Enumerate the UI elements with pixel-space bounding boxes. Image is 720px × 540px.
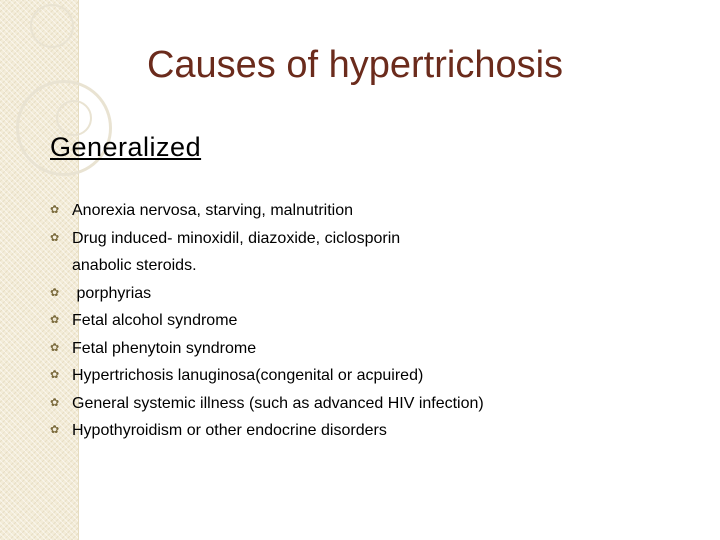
list-item [50,280,690,308]
list-item-text: General systemic illness (such as advanced HIV infection) [72,394,484,412]
flower-bullet-icon: ✿ [50,369,60,381]
bullet-list [50,197,690,445]
decorative-ring [30,4,74,48]
section-heading: Generalized [50,132,202,162]
list-item [50,335,690,363]
list-item-text: Anorexia nervosa, starving, malnutrition [72,202,354,219]
flower-bullet-icon: ✿ [50,231,60,244]
list-item [50,307,690,335]
flower-bullet-icon: ✿ [50,204,60,216]
list-item [50,197,690,225]
slide-title: Causes of hypertrichosis [146,44,564,86]
list-item-text: Fetal phenytoin syndrome [72,339,257,357]
list-item [50,417,690,445]
list-item [50,225,690,253]
flower-bullet-icon: ✿ [50,314,60,326]
flower-bullet-icon: ✿ [50,341,60,354]
decorative-ring [56,100,92,136]
flower-bullet-icon: ✿ [50,286,60,299]
list-item [50,362,690,390]
flower-bullet-icon: ✿ [50,424,60,436]
list-item-text: Drug induced- minoxidil, diazoxide, ciclosporin [72,229,401,247]
flower-bullet-icon: ✿ [50,396,60,409]
list-item-text: Hypothyroidism or other endocrine disorders [72,422,387,439]
list-item-text: Fetal alcohol syndrome [72,312,238,329]
list-item [50,390,690,418]
list-item-text: Hypertrichosis lanuginosa(congenital or acpuired) [72,367,424,384]
list-item-text: anabolic steroids. [72,257,197,274]
list-item-continuation [50,252,690,280]
list-item-text: porphyrias [72,284,152,302]
